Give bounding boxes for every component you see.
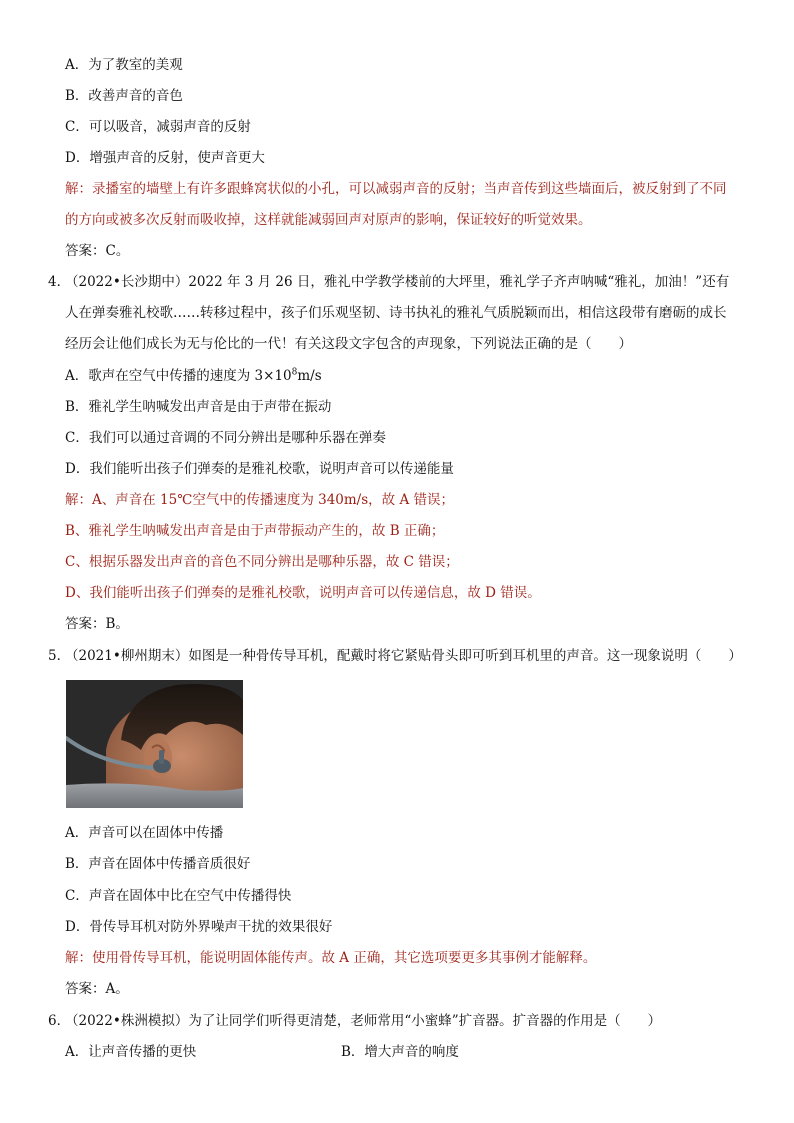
bone-conduction-headphone-photo	[66, 680, 243, 808]
q5-number: 5．	[48, 648, 71, 664]
q3-option-c: C．可以吸音，减弱声音的反射	[65, 119, 251, 135]
q5-solution-line-1: 解：使用骨传导耳机，能说明固体能传声。故 A 正确，其它选项要更多其事例才能解释。	[65, 950, 597, 966]
q6-option-b: B．增大声音的响度	[341, 1044, 459, 1060]
q3-option-a: A．为了教室的美观	[65, 57, 183, 73]
q4-answer: 答案：B。	[65, 616, 129, 632]
q4-option-b: B．雅礼学生呐喊发出声音是由于声带在振动	[65, 399, 332, 415]
photo-illustration	[66, 680, 243, 808]
q4-solution-line-2: B、雅礼学生呐喊发出声音是由于声带振动产生的，故 B 正确；	[65, 523, 445, 539]
q6-number: 6．	[48, 1013, 71, 1029]
q4-stem-line-3: 经历会让他们成长为无与伦比的一代！有关这段文字包含的声现象，下列说法正确的是（ ）	[65, 336, 632, 352]
q3-option-d: D．增强声音的反射，使声音更大	[65, 150, 265, 166]
q4-stem-line-1: （2022•长沙期中）2022 年 3 月 26 日，雅礼中学教学楼前的大坪里，雅礼学子齐声呐喊“雅礼，加油！”还有	[65, 274, 730, 290]
q5-option-b: B．声音在固体中传播音质很好	[65, 856, 251, 872]
q4-option-a-exponent: 8	[291, 367, 298, 378]
q3-solution-line-1: 解：录播室的墙壁上有许多跟蜂窝状似的小孔，可以减弱声音的反射；当声音传到这些墙面后，被反射到了不同	[65, 181, 727, 197]
q6-stem-line-1: （2022•株洲模拟）为了让同学们听得更清楚，老师常用“小蜜蜂”扩音器。扩音器的作用是（ ）	[65, 1013, 662, 1029]
q4-solution-line-3: C、根据乐器发出声音的音色不同分辨出是哪种乐器，故 C 错误；	[65, 554, 459, 570]
q4-option-c: C．我们可以通过音调的不同分辨出是哪种乐器在弹奏	[65, 430, 386, 446]
q4-solution-line-1: 解：A、声音在 15℃空气中的传播速度为 340m/s，故 A 错误；	[65, 492, 454, 508]
q5-option-a: A．声音可以在固体中传播	[65, 825, 224, 841]
q4-solution-line-4: D、我们能听出孩子们弹奏的是雅礼校歌，说明声音可以传递信息，故 D 错误。	[65, 585, 541, 601]
q4-number: 4．	[48, 274, 71, 290]
q4-option-d: D．我们能听出孩子们弹奏的是雅礼校歌，说明声音可以传递能量	[65, 461, 454, 477]
q5-stem-line-1: （2021•柳州期末）如图是一种骨传导耳机，配戴时将它紧贴骨头即可听到耳机里的声音。这一现象说明（ ）	[65, 648, 742, 664]
q5-option-d: D．骨传导耳机对防外界噪声干扰的效果很好	[65, 919, 333, 935]
q3-answer: 答案：C。	[65, 243, 130, 259]
q3-solution-line-2: 的方向或被多次反射而吸收掉，这样就能减弱回声对原声的影响，保证较好的听觉效果。	[65, 212, 592, 228]
q4-option-a-unit: m/s	[297, 368, 322, 384]
q5-option-c: C．声音在固体中比在空气中传播得快	[65, 888, 292, 904]
q4-option-a-text: A．歌声在空气中传播的速度为 3×10	[65, 368, 292, 384]
q6-option-a: A．让声音传播的更快	[65, 1044, 197, 1060]
q4-stem-line-2: 人在弹奏雅礼校歌……转移过程中，孩子们乐观坚韧、诗书执礼的雅礼气质脱颖而出，相信这段带有磨砺的成长	[65, 305, 727, 321]
q5-answer: 答案：A。	[65, 981, 129, 997]
q4-option-a	[65, 366, 322, 386]
q3-option-b: B．改善声音的音色	[65, 88, 183, 104]
